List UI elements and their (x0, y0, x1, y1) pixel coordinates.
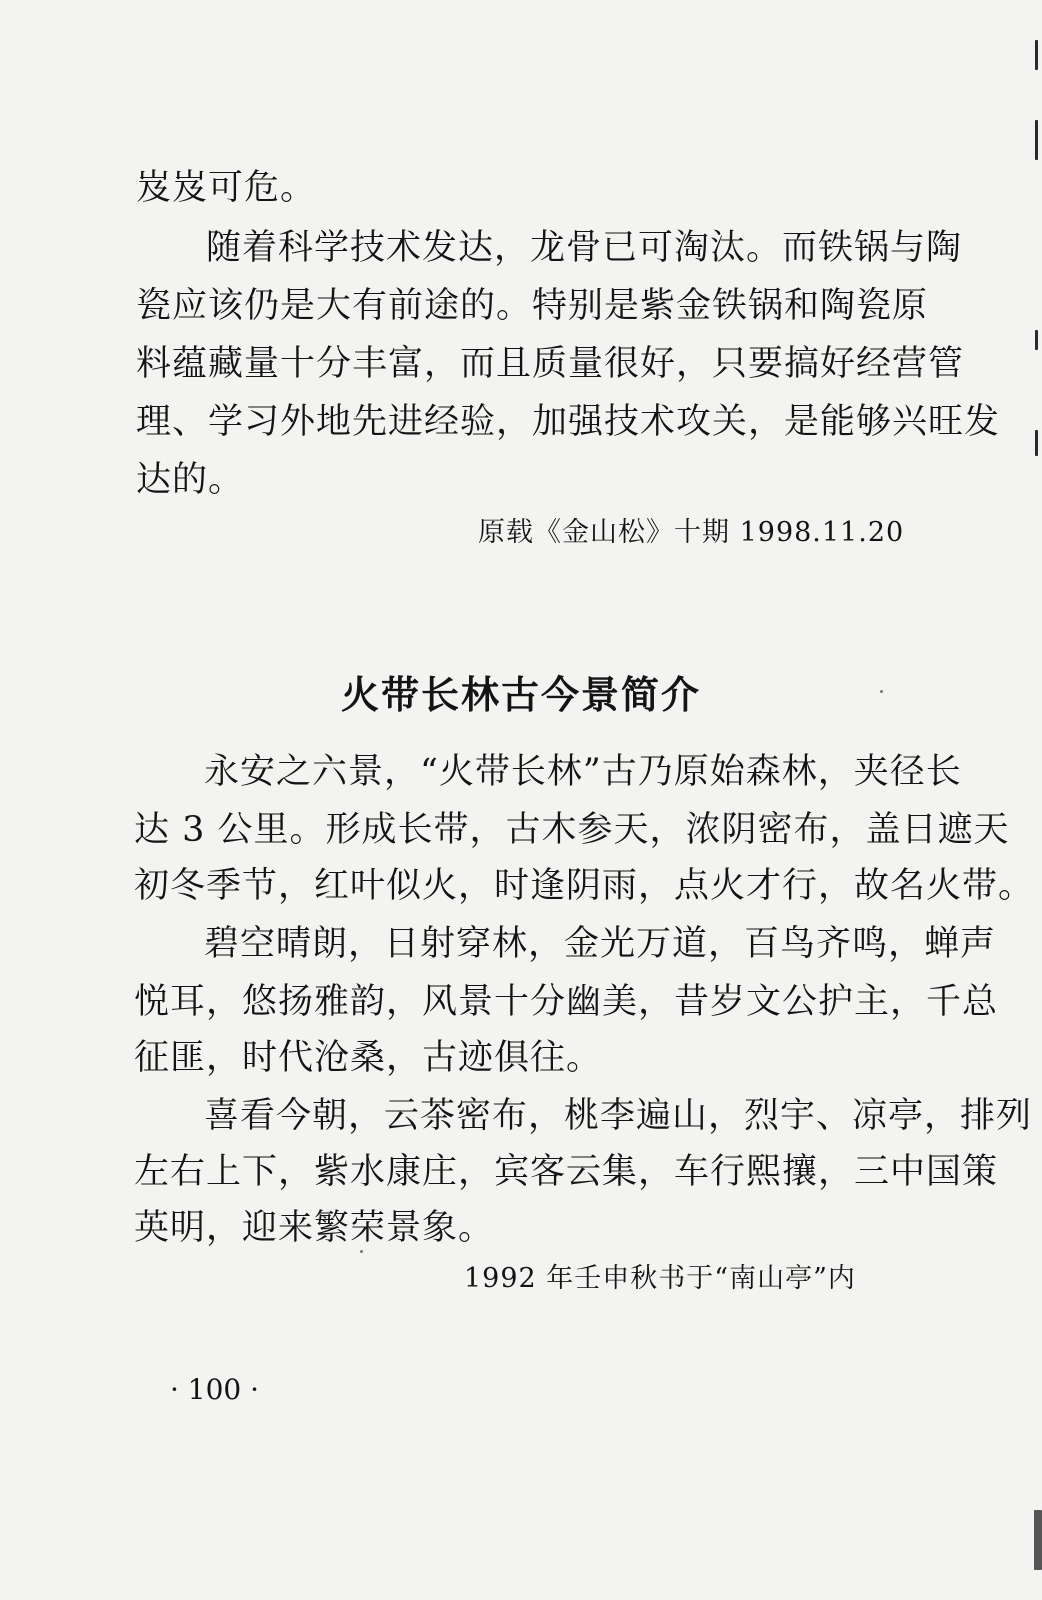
scan-speck (360, 1250, 363, 1253)
paragraph-line: 初冬季节，红叶似火，时逢阴雨，点火才行，故名火带。 (134, 866, 1035, 906)
paragraph-line: 左右上下，紫水康庄，宾客云集，车行熙攘，三中国策 (134, 1152, 999, 1192)
scan-edge-mark (1035, 40, 1038, 70)
paragraph-line: 随着科学技术发达，龙骨已可淘汰。而铁锅与陶 (206, 228, 963, 268)
scan-edge-mark (1035, 330, 1038, 350)
paragraph-line: 英明，迎来繁荣景象。 (134, 1208, 495, 1248)
scan-edge-mark (1034, 1510, 1042, 1570)
paragraph-line: 岌岌可危。 (136, 168, 317, 208)
source-citation: 原载《金山松》十期 1998.11.20 (478, 517, 905, 548)
paragraph-line: 悦耳，悠扬雅韵，风景十分幽美，昔岁文公护主，千总 (134, 982, 999, 1022)
page-number: · 100 · (170, 1373, 260, 1406)
paragraph-line: 永安之六景，“火带长林”古乃原始森林，夹径长 (204, 752, 962, 792)
scan-edge-mark (1035, 120, 1038, 160)
paragraph-line: 料蕴藏量十分丰富，而且质量很好，只要搞好经营管 (136, 344, 965, 384)
paragraph-line: 达的。 (136, 460, 245, 500)
article-signature: 1992 年壬申秋书于“南山亭”内 (464, 1263, 856, 1294)
article-title: 火带长林古今景简介 (340, 673, 701, 717)
paragraph-line: 瓷应该仍是大有前途的。特别是紫金铁锅和陶瓷原 (136, 286, 929, 326)
paragraph-line: 征匪，时代沧桑，古迹俱往。 (134, 1038, 603, 1078)
paragraph-line: 碧空晴朗，日射穿林，金光万道，百鸟齐鸣，蝉声 (204, 924, 997, 964)
scan-edge-mark (1035, 430, 1038, 456)
paragraph-line: 喜看今朝，云茶密布，桃李遍山，烈宇、凉亭，排列 (204, 1096, 1033, 1136)
paragraph-line: 达 3 公里。形成长带，古木参天，浓阴密布，盖日遮天 (134, 810, 1010, 850)
paragraph-line: 理、学习外地先进经验，加强技术攻关，是能够兴旺发 (136, 402, 1001, 442)
